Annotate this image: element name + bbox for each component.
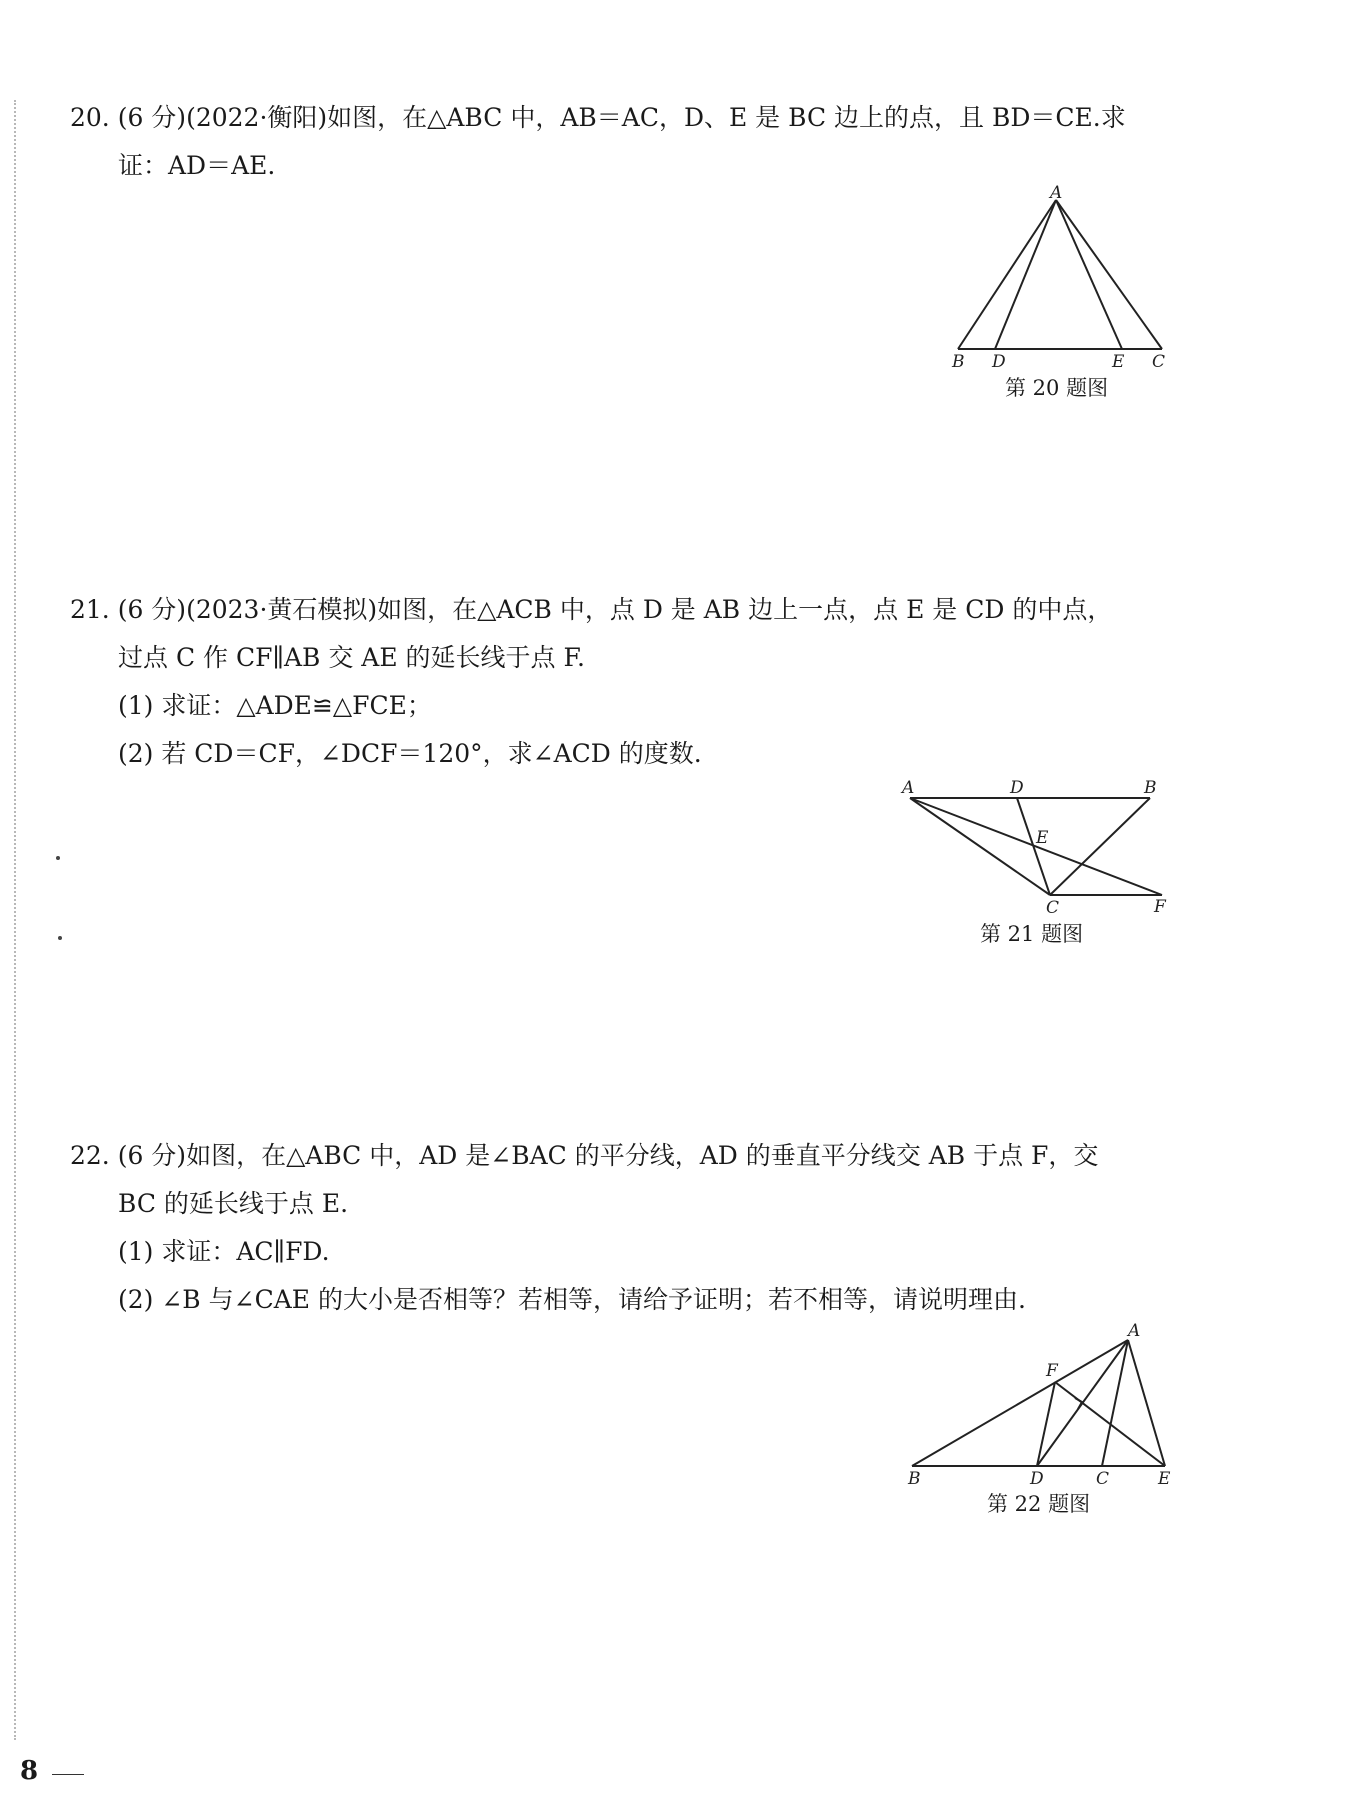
figure-20-caption: 第 20 题图 <box>1005 376 1109 400</box>
margin-dot <box>58 936 62 940</box>
problem-22 <box>70 1132 1180 1324</box>
problem-22-part-1: (1) 求证：AC∥FD. <box>118 1237 330 1266</box>
figure-20-label-d: D <box>992 352 1006 372</box>
problem-22-part-2: (2) ∠B 与∠CAE 的大小是否相等？若相等，请给予证明；若不相等，请说明理由. <box>118 1285 1026 1314</box>
page-number-rule <box>52 1774 84 1775</box>
figure-21-label-e: E <box>1036 828 1049 848</box>
problem-22-line-1: 22. (6 分)如图，在△ABC 中，AD 是∠BAC 的平分线，AD 的垂直平分线交 AB 于点 F，交 <box>70 1141 1099 1170</box>
figure-22-label-f: F <box>1046 1361 1058 1381</box>
figure-21-label-a: A <box>902 778 915 798</box>
figure-20-label-c: C <box>1152 352 1166 372</box>
figure-21-label-c: C <box>1046 898 1060 918</box>
binding-margin-line <box>14 100 16 1740</box>
problem-20-line-1: 20. (6 分)(2022·衡阳)如图，在△ABC 中，AB＝AC，D、E 是 BC 边上的点，且 BD＝CE.求 <box>70 103 1126 132</box>
margin-dot <box>56 856 60 860</box>
figure-22-label-c: C <box>1096 1469 1110 1489</box>
figure-20-label-a: A <box>1050 183 1063 203</box>
figure-22 <box>900 1320 1180 1489</box>
problem-20-line-2: 证：AD＝AE. <box>118 151 276 180</box>
problem-21-line-1: 21. (6 分)(2023·黄石模拟)如图，在△ACB 中，点 D 是 AB 边上一点，点 E 是 CD 的中点， <box>70 595 1113 624</box>
problem-22-line-2: BC 的延长线于点 E. <box>118 1189 349 1218</box>
problem-21-part-2: (2) 若 CD＝CF，∠DCF＝120°，求∠ACD 的度数. <box>118 739 702 768</box>
problem-20 <box>70 94 1180 190</box>
problem-21-line-2: 过点 C 作 CF∥AB 交 AE 的延长线于点 F. <box>118 643 585 672</box>
figure-21-label-b: B <box>1144 778 1157 798</box>
problem-21-part-1: (1) 求证：△ADE≌△FCE； <box>118 691 432 720</box>
figure-21 <box>900 775 1170 918</box>
figure-21-label-d: D <box>1010 778 1024 798</box>
figure-20-label-e: E <box>1112 352 1125 372</box>
figure-21-label-f: F <box>1154 897 1166 917</box>
figure-20 <box>950 183 1170 372</box>
problem-21 <box>70 586 1180 778</box>
figure-22-caption: 第 22 题图 <box>987 1492 1091 1516</box>
figure-22-label-a: A <box>1128 1321 1141 1341</box>
figure-22-label-e: E <box>1158 1469 1171 1489</box>
figure-22-label-d: D <box>1030 1469 1044 1489</box>
figure-21-caption: 第 21 题图 <box>980 922 1084 946</box>
page-number: 8 <box>20 1756 39 1786</box>
figure-20-label-b: B <box>952 352 965 372</box>
figure-22-label-b: B <box>908 1469 921 1489</box>
